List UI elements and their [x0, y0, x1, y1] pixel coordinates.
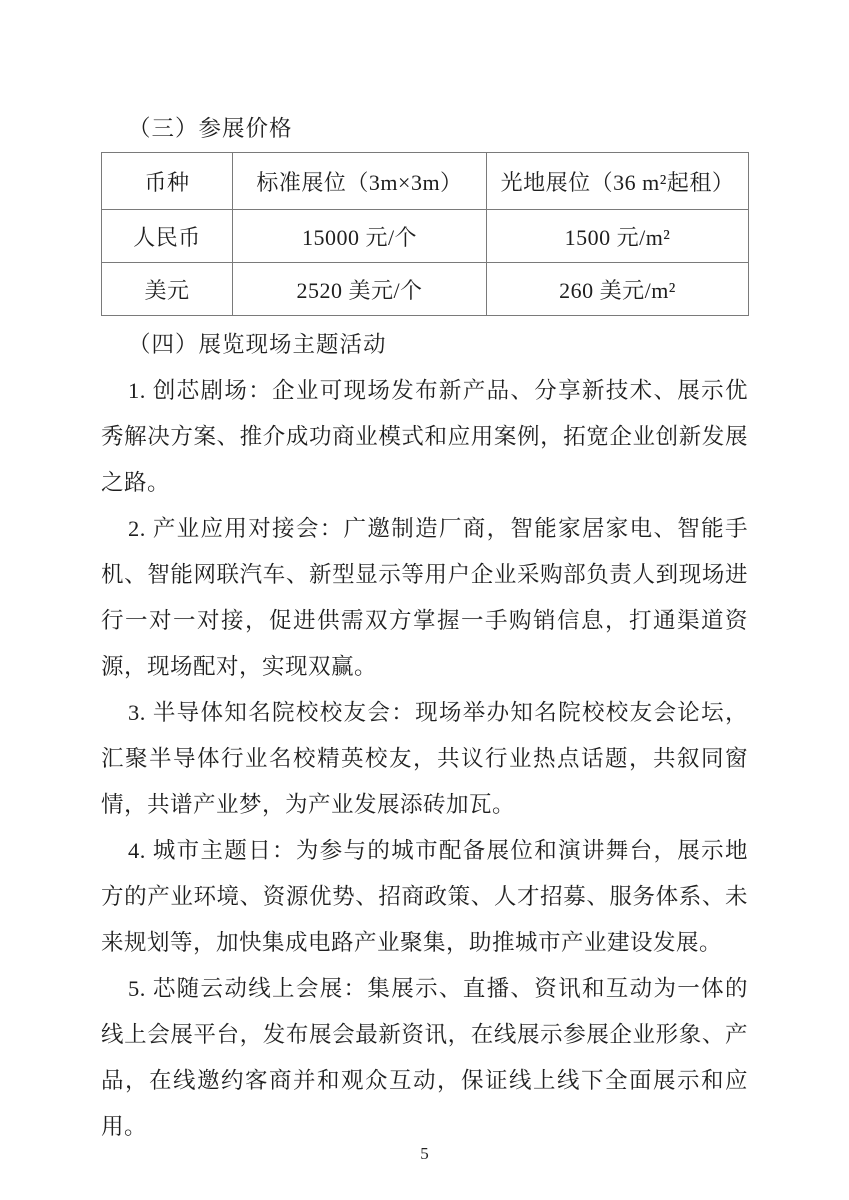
currency-cell: 人民币: [102, 210, 233, 263]
document-content: [101, 106, 748, 1150]
currency-cell: 美元: [102, 263, 233, 316]
col-header-standard-booth: 标准展位（3m×3m）: [233, 153, 487, 210]
standard-booth-price-cell: 2520 美元/个: [233, 263, 487, 316]
price-table: [101, 152, 749, 316]
activity-paragraph-1: 1. 创芯剧场：企业可现场发布新产品、分享新技术、展示优秀解决方案、推介成功商业模式和应用案例，拓宽企业创新发展之路。: [101, 378, 748, 495]
price-table-row-usd: [102, 263, 749, 316]
standard-booth-price-cell: 15000 元/个: [233, 210, 487, 263]
col-header-raw-space-booth: 光地展位（36 m²起租）: [487, 153, 749, 210]
section-heading-onsite-activities: （四）展览现场主题活动: [128, 332, 387, 357]
col-header-currency: 币种: [102, 153, 233, 210]
raw-space-price-cell: 1500 元/m²: [487, 210, 749, 263]
activity-paragraph-4: 4. 城市主题日：为参与的城市配备展位和演讲舞台，展示地方的产业环境、资源优势、招商政策、人才招募、服务体系、未来规划等，加快集成电路产业聚集，助推城市产业建设发展。: [101, 838, 748, 955]
activity-paragraph-2: 2. 产业应用对接会：广邀制造厂商，智能家居家电、智能手机、智能网联汽车、新型显示等用户企业采购部负责人到现场进行一对一对接，促进供需双方掌握一手购销信息，打通渠道资源，现场配对，实现双赢。: [101, 516, 748, 679]
activity-paragraph-5: 5. 芯随云动线上会展：集展示、直播、资讯和互动为一体的线上会展平台，发布展会最新资讯，在线展示参展企业形象、产品，在线邀约客商并和观众互动，保证线上线下全面展示和应用。: [101, 976, 748, 1139]
activity-paragraph-3: 3. 半导体知名院校校友会：现场举办知名院校校友会论坛，汇聚半导体行业名校精英校友，共议行业热点话题，共叙同窗情，共谱产业梦，为产业发展添砖加瓦。: [101, 700, 748, 817]
section-heading-exhibition-price: （三）参展价格: [128, 116, 293, 141]
price-table-row-rmb: [102, 210, 749, 263]
price-table-header-row: [102, 153, 749, 210]
page-number: 5: [420, 1144, 429, 1163]
raw-space-price-cell: 260 美元/m²: [487, 263, 749, 316]
